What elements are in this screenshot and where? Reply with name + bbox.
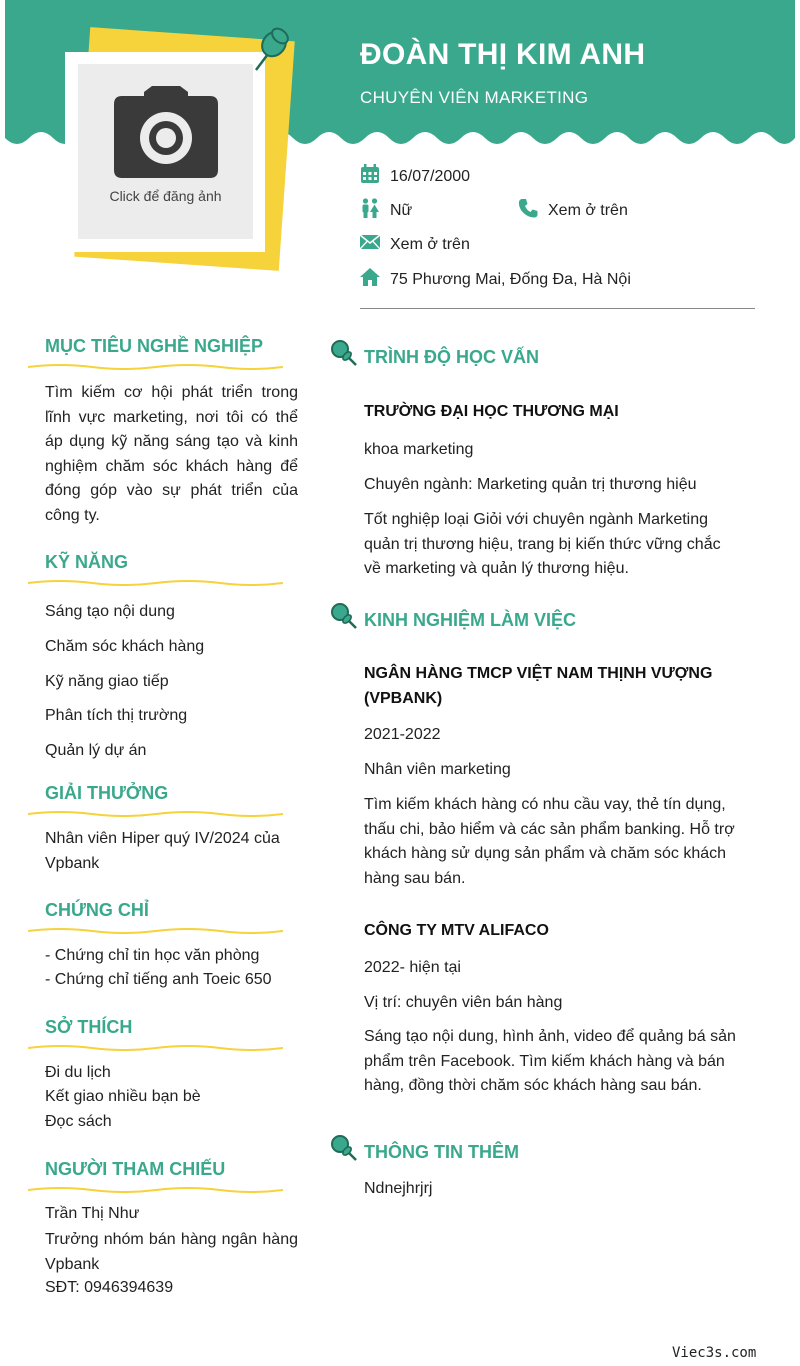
contact-divider: [360, 308, 755, 309]
job-position: Vị trí: chuyên viên bán hàng: [364, 994, 563, 1011]
job-position: Nhân viên marketing: [364, 761, 511, 778]
section-underline: [28, 578, 283, 588]
certificate-item: - Chứng chỉ tiếng anh Toeic 650: [45, 971, 272, 988]
footer-brand: Viec3s.com: [672, 1345, 757, 1361]
awards-text: Nhân viên Hiper quý IV/2024 của Vpbank: [45, 830, 280, 872]
objective-text: Tìm kiếm cơ hội phát triển trong lĩnh vực marketing, nơi tôi có thể áp dụng kỹ năng sáng tạo và kinh nghiệm chăm sóc khách hàng để đóng góp vào sự phát triển của công ty.: [45, 384, 298, 524]
candidate-title: CHUYÊN VIÊN MARKETING: [360, 88, 589, 107]
gender-icon: [360, 198, 380, 218]
certificates-title: CHỨNG CHỈ: [45, 900, 149, 920]
skill-item: Sáng tạo nội dung: [45, 603, 175, 620]
email-icon: [360, 232, 380, 252]
photo-upload[interactable]: [78, 64, 253, 239]
section-underline: [28, 1185, 283, 1195]
pushpin-icon: [329, 601, 357, 629]
skill-item: Chăm sóc khách hàng: [45, 638, 205, 655]
pushpin-icon: [329, 338, 357, 366]
objective-title: MỤC TIÊU NGHỀ NGHIỆP: [45, 336, 264, 356]
job-period: 2022- hiện tại: [364, 959, 461, 976]
section-underline: [28, 362, 283, 372]
section-underline: [28, 926, 283, 936]
section-underline: [28, 809, 283, 819]
certificate-item: - Chứng chỉ tin học văn phòng: [45, 947, 260, 964]
camera-icon: [114, 86, 218, 178]
section-underline: [28, 1043, 283, 1053]
job-description: Sáng tạo nội dung, hình ảnh, video để quảng bá sản phẩm trên Facebook. Tìm kiếm khách hàng và bán hàng, đồng thời chăm sóc khách hàng sau bán.: [364, 1028, 736, 1094]
job-period: 2021-2022: [364, 726, 441, 743]
skill-item: Phân tích thị trường: [45, 707, 188, 724]
pushpin-icon: [250, 24, 292, 72]
education-school: TRƯỜNG ĐẠI HỌC THƯƠNG MẠI: [364, 403, 619, 420]
experience-title: KINH NGHIỆM LÀM VIỆC: [364, 610, 577, 630]
education-major: Chuyên ngành: Marketing quản trị thương hiệu: [364, 476, 697, 493]
awards-title: GIẢI THƯỞNG: [45, 783, 169, 803]
hobby-item: Đọc sách: [45, 1113, 112, 1130]
skills-title: KỸ NĂNG: [45, 552, 129, 572]
reference-phone: SĐT: 0946394639: [45, 1279, 174, 1296]
extra-info-text: Ndnejhrjrj: [364, 1180, 433, 1197]
calendar-icon: [360, 164, 380, 184]
pushpin-icon: [329, 1133, 357, 1161]
education-faculty: khoa marketing: [364, 441, 474, 458]
reference-name: Trần Thị Như: [45, 1205, 140, 1222]
job-company: CÔNG TY MTV ALIFACO: [364, 922, 549, 939]
phone-icon: [518, 198, 538, 218]
education-description: Tốt nghiệp loại Giỏi với chuyên ngành Marketing quản trị thương hiệu, trang bị kiến thức vững chắc về marketing và quản lý thương hiệu.: [364, 511, 721, 577]
skill-item: Quản lý dự án: [45, 742, 147, 759]
hobby-item: Kết giao nhiều bạn bè: [45, 1088, 201, 1105]
job-company: NGÂN HÀNG TMCP VIỆT NAM THỊNH VƯỢNG (VPBANK): [364, 665, 713, 707]
references-title: NGƯỜI THAM CHIẾU: [45, 1159, 226, 1179]
extra-info-title: THÔNG TIN THÊM: [364, 1142, 519, 1162]
hobby-item: Đi du lịch: [45, 1064, 111, 1081]
skill-item: Kỹ năng giao tiếp: [45, 673, 169, 690]
job-description: Tìm kiếm khách hàng có nhu cầu vay, thẻ tín dụng, thấu chi, bảo hiểm và các sản phẩm banking. Hỗ trợ khách hàng sử dụng sản phẩm và chăm sóc khách hàng sau bán.: [364, 796, 735, 887]
home-icon: [360, 267, 380, 287]
education-title: TRÌNH ĐỘ HỌC VẤN: [364, 347, 539, 367]
reference-role: Trưởng nhóm bán hàng ngân hàng Vpbank: [45, 1231, 298, 1273]
candidate-name: ĐOÀN THỊ KIM ANH: [360, 38, 646, 71]
hobbies-title: SỞ THÍCH: [45, 1017, 133, 1037]
photo-upload-caption: Click để đăng ảnh: [109, 188, 222, 204]
